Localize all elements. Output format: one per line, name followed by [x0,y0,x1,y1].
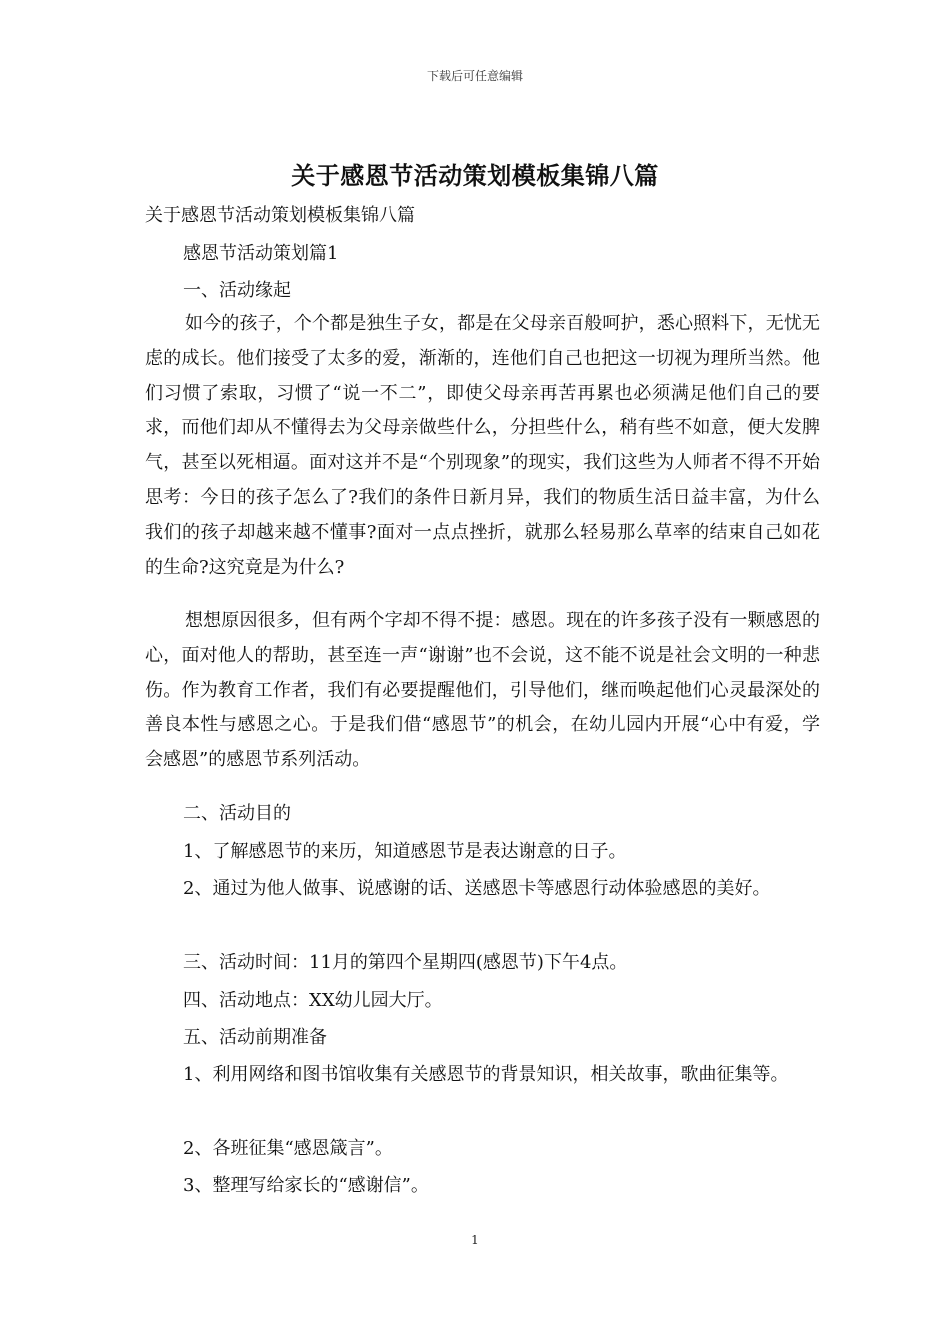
prep-item-3: 3、整理写给家长的“感谢信”。 [183,1175,429,1196]
part2-heading: 二、活动目的 [183,803,291,824]
part5-heading: 五、活动前期准备 [183,1027,327,1048]
paragraph-origin: 如今的孩子，个个都是独生子女，都是在父母亲百般呵护，悉心照料下，无忧无虑的成长。他们接受了太多的爱，渐渐的，连他们自己也把这一切视为理所当然。他们习惯了索取，习惯了“说一不二”，即使父母亲再苦再累也必须满足他们自己的要求，而他们却从不懂得去为父母亲做些什么，分担些什么，稍有些不如意，便大发脾气，甚至以死相逼。面对这并不是“个别现象”的现实，我们这些为人师者不得不开始思考：今日的孩子怎么了?我们的条件日新月异，我们的物质生活日益丰富，为什么我们的孩子却越来越不懂事?面对一点点挫折，就那么轻易那么草率的结束自己如花的生命?这究竟是为什么? [145,313,820,578]
prep-item-1: 1、利用网络和图书馆收集有关感恩节的背景知识，相关故事，歌曲征集等。 [183,1064,789,1085]
document-title: 关于感恩节活动策划模板集锦八篇 [291,161,659,190]
document-subtitle: 关于感恩节活动策划模板集锦八篇 [145,205,415,226]
page-number: 1 [471,1233,479,1247]
prep-item-2: 2、各班征集“感恩箴言”。 [183,1138,393,1159]
section-heading: 感恩节活动策划篇1 [183,243,339,264]
part4-location: 四、活动地点：XX幼儿园大厅。 [183,990,443,1011]
goal-item-1: 1、了解感恩节的来历，知道感恩节是表达谢意的日子。 [183,841,627,862]
goal-item-2: 2、通过为他人做事、说感谢的话、送感恩卡等感恩行动体验感恩的美好。 [183,878,771,899]
header-note: 下载后可任意编辑 [426,69,523,83]
part1-heading: 一、活动缘起 [183,280,291,301]
part3-time: 三、活动时间：11月的第四个星期四(感恩节)下午4点。 [183,952,628,973]
paragraph-reason: 想想原因很多，但有两个字却不得不提：感恩。现在的许多孩子没有一颗感恩的心，面对他人的帮助，甚至连一声“谢谢”也不会说，这不能不说是社会文明的一种悲伤。作为教育工作者，我们有必要提醒他们，引导他们，继而唤起他们心灵最深处的善良本性与感恩之心。于是我们借“感恩节”的机会，在幼儿园内开展“心中有爱，学会感恩”的感恩节系列活动。 [145,610,820,771]
